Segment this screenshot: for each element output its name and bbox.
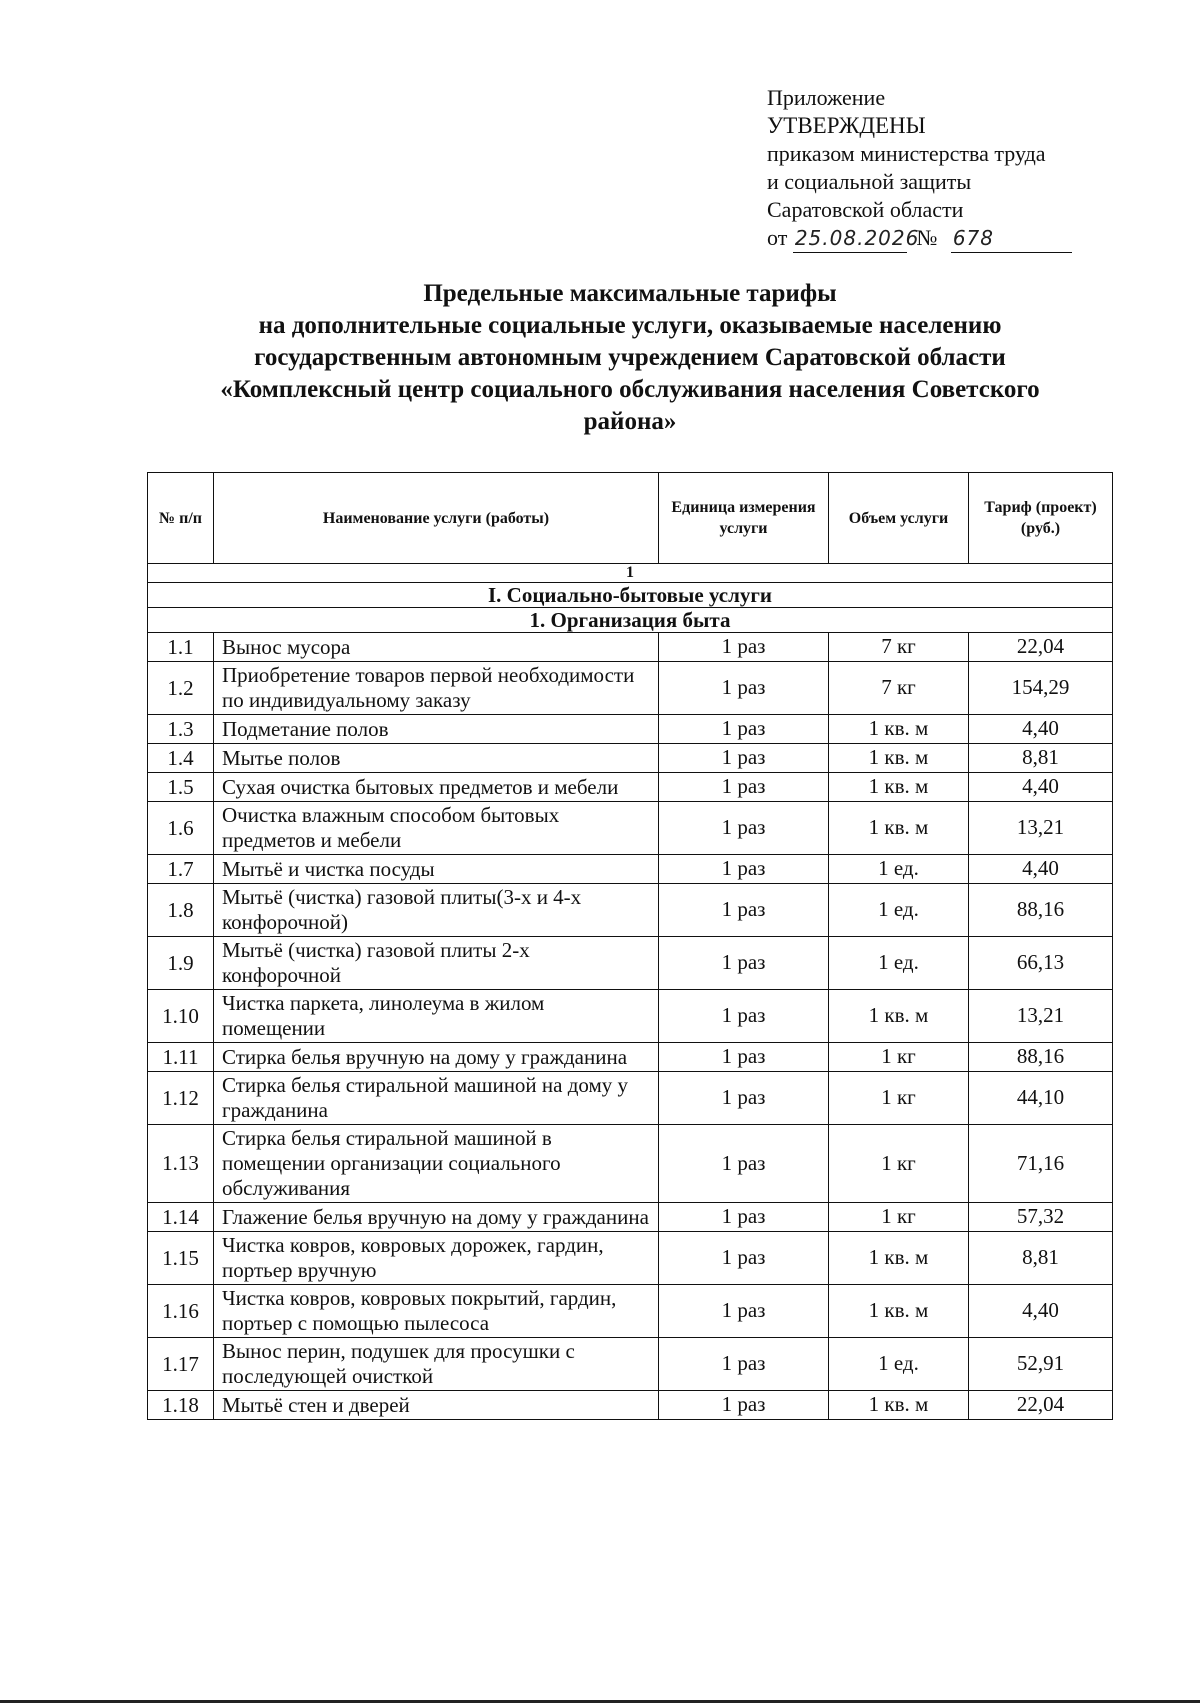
row-name: Мытьё и чистка посуды [214, 855, 659, 884]
table-row [148, 715, 1113, 744]
row-unit: 1 раз [659, 1232, 829, 1285]
table-row [148, 633, 1113, 662]
row-volume: 1 ед. [829, 884, 969, 937]
row-unit: 1 раз [659, 715, 829, 744]
row-name: Мытьё стен и дверей [214, 1391, 659, 1420]
document-title [150, 278, 1110, 438]
row-unit: 1 раз [659, 744, 829, 773]
table-row [148, 1338, 1113, 1391]
row-num: 1.6 [148, 802, 214, 855]
row-volume: 1 кв. м [829, 744, 969, 773]
row-num: 1.14 [148, 1203, 214, 1232]
row-volume: 1 кг [829, 1043, 969, 1072]
number-prefix: № [916, 225, 938, 250]
row-tariff: 57,32 [969, 1203, 1113, 1232]
row-unit: 1 раз [659, 802, 829, 855]
row-volume: 1 ед. [829, 855, 969, 884]
row-tariff: 154,29 [969, 662, 1113, 715]
row-num: 1.3 [148, 715, 214, 744]
row-tariff: 13,21 [969, 802, 1113, 855]
scan-edge-line [0, 1700, 1200, 1703]
row-name: Стирка белья стиральной машиной в помещении организации социального обслуживания [214, 1125, 659, 1203]
table-row [148, 1391, 1113, 1420]
row-unit: 1 раз [659, 937, 829, 990]
row-num: 1.8 [148, 884, 214, 937]
row-name: Мытьё (чистка) газовой плиты(3-х и 4-х конфорочной) [214, 884, 659, 937]
date-prefix: от [767, 225, 788, 250]
row-name: Сухая очистка бытовых предметов и мебели [214, 773, 659, 802]
approval-line-region: Саратовской области [767, 197, 964, 222]
handwritten-date: 25.08.2026 [793, 224, 907, 253]
row-tariff: 13,21 [969, 990, 1113, 1043]
row-name: Чистка ковров, ковровых покрытий, гардин, портьер с помощью пылесоса [214, 1285, 659, 1338]
row-unit: 1 раз [659, 1072, 829, 1125]
approval-block [767, 84, 1087, 253]
row-name: Вынос перин, подушек для просушки с последующей очисткой [214, 1338, 659, 1391]
header-name: Наименование услуги (работы) [214, 473, 659, 564]
row-unit: 1 раз [659, 884, 829, 937]
row-num: 1.13 [148, 1125, 214, 1203]
row-num: 1.16 [148, 1285, 214, 1338]
row-num: 1.7 [148, 855, 214, 884]
row-unit: 1 раз [659, 1338, 829, 1391]
row-unit: 1 раз [659, 1285, 829, 1338]
row-tariff: 71,16 [969, 1125, 1113, 1203]
row-num: 1.4 [148, 744, 214, 773]
approval-line-order: приказом министерства труда [767, 141, 1046, 166]
column-number-row [148, 564, 1113, 583]
table-row [148, 1232, 1113, 1285]
table-row [148, 662, 1113, 715]
row-tariff: 22,04 [969, 633, 1113, 662]
header-tariff: Тариф (проект) (руб.) [969, 473, 1113, 564]
row-unit: 1 раз [659, 1125, 829, 1203]
tariffs-table [147, 472, 1113, 1420]
row-volume: 1 кв. м [829, 1232, 969, 1285]
row-tariff: 8,81 [969, 744, 1113, 773]
approval-line-appendix: Приложение [767, 85, 886, 110]
title-line-5: района» [583, 408, 677, 435]
table-row [148, 744, 1113, 773]
header-volume: Объем услуги [829, 473, 969, 564]
row-unit: 1 раз [659, 662, 829, 715]
row-tariff: 22,04 [969, 1391, 1113, 1420]
row-tariff: 4,40 [969, 773, 1113, 802]
section-title: I. Социально-бытовые услуги [148, 583, 1113, 608]
table-row [148, 1043, 1113, 1072]
row-name: Приобретение товаров первой необходимости по индивидуальному заказу [214, 662, 659, 715]
row-name: Чистка ковров, ковровых дорожек, гардин, портьер вручную [214, 1232, 659, 1285]
column-number: 1 [148, 564, 1113, 583]
row-volume: 1 кв. м [829, 715, 969, 744]
header-num: № п/п [148, 473, 214, 564]
row-volume: 1 кв. м [829, 1285, 969, 1338]
row-volume: 1 кв. м [829, 802, 969, 855]
row-tariff: 88,16 [969, 1043, 1113, 1072]
header-unit: Единица измерения услуги [659, 473, 829, 564]
row-name: Подметание полов [214, 715, 659, 744]
title-line-4: «Комплексный центр социального обслуживания населения Советского [220, 376, 1040, 403]
table-row [148, 990, 1113, 1043]
table-row [148, 802, 1113, 855]
row-name: Стирка белья вручную на дому у гражданина [214, 1043, 659, 1072]
row-volume: 1 ед. [829, 937, 969, 990]
row-num: 1.11 [148, 1043, 214, 1072]
subsection-row [148, 608, 1113, 633]
table-row [148, 1285, 1113, 1338]
row-name: Мытьё (чистка) газовой плиты 2-х конфорочной [214, 937, 659, 990]
row-unit: 1 раз [659, 1391, 829, 1420]
row-volume: 1 кв. м [829, 1391, 969, 1420]
row-name: Стирка белья стиральной машиной на дому у гражданина [214, 1072, 659, 1125]
row-num: 1.17 [148, 1338, 214, 1391]
row-unit: 1 раз [659, 773, 829, 802]
row-volume: 1 кв. м [829, 990, 969, 1043]
row-volume: 1 ед. [829, 1338, 969, 1391]
row-tariff: 4,40 [969, 715, 1113, 744]
row-unit: 1 раз [659, 1203, 829, 1232]
table-row [148, 884, 1113, 937]
table-row [148, 937, 1113, 990]
section-row [148, 583, 1113, 608]
row-name: Чистка паркета, линолеума в жилом помещении [214, 990, 659, 1043]
row-volume: 1 кг [829, 1203, 969, 1232]
row-volume: 1 кг [829, 1072, 969, 1125]
row-unit: 1 раз [659, 855, 829, 884]
row-num: 1.12 [148, 1072, 214, 1125]
subsection-title: 1. Организация быта [148, 608, 1113, 633]
handwritten-number: 678 [951, 224, 1072, 253]
row-tariff: 4,40 [969, 1285, 1113, 1338]
title-line-1: Предельные максимальные тарифы [423, 280, 837, 307]
row-name: Мытье полов [214, 744, 659, 773]
row-tariff: 4,40 [969, 855, 1113, 884]
approval-line-ministry: и социальной защиты [767, 169, 972, 194]
table-row [148, 1125, 1113, 1203]
title-line-2: на дополнительные социальные услуги, оказываемые населению [258, 312, 1002, 339]
approval-line-approved: УТВЕРЖДЕНЫ [767, 113, 926, 138]
table-row [148, 773, 1113, 802]
row-tariff: 8,81 [969, 1232, 1113, 1285]
row-num: 1.15 [148, 1232, 214, 1285]
row-tariff: 52,91 [969, 1338, 1113, 1391]
row-num: 1.5 [148, 773, 214, 802]
row-num: 1.1 [148, 633, 214, 662]
table-row [148, 1072, 1113, 1125]
table-header-row [148, 473, 1113, 564]
row-name: Глажение белья вручную на дому у гражданина [214, 1203, 659, 1232]
row-num: 1.2 [148, 662, 214, 715]
row-volume: 1 кв. м [829, 773, 969, 802]
row-name: Очистка влажным способом бытовых предметов и мебели [214, 802, 659, 855]
row-tariff: 66,13 [969, 937, 1113, 990]
row-name: Вынос мусора [214, 633, 659, 662]
table-row [148, 1203, 1113, 1232]
row-unit: 1 раз [659, 633, 829, 662]
row-volume: 7 кг [829, 633, 969, 662]
row-volume: 7 кг [829, 662, 969, 715]
row-num: 1.18 [148, 1391, 214, 1420]
row-tariff: 44,10 [969, 1072, 1113, 1125]
row-num: 1.10 [148, 990, 214, 1043]
row-volume: 1 кг [829, 1125, 969, 1203]
row-unit: 1 раз [659, 990, 829, 1043]
row-unit: 1 раз [659, 1043, 829, 1072]
table-row [148, 855, 1113, 884]
order-date-number [767, 224, 1087, 253]
row-num: 1.9 [148, 937, 214, 990]
title-line-3: государственным автономным учреждением Саратовской области [254, 344, 1006, 371]
row-tariff: 88,16 [969, 884, 1113, 937]
